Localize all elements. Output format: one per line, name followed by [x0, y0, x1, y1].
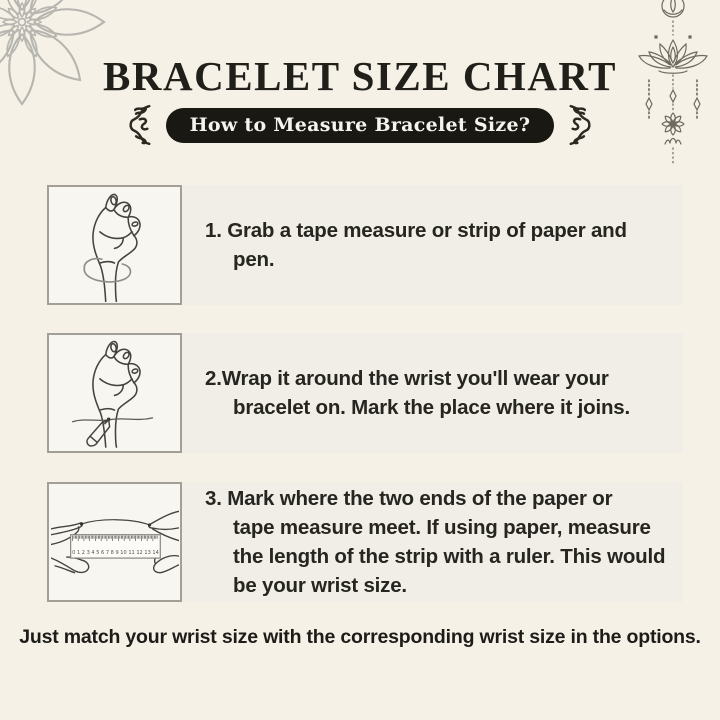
step3-text	[182, 482, 683, 602]
step-text-line: tape measure meet. If using paper, measure	[233, 516, 651, 539]
fist-with-tape-measure-loop-illustration	[51, 189, 179, 302]
hands-stretching-strip-over-ruler-illustration	[51, 486, 179, 599]
step-text-line: the length of the strip with a ruler. This would	[233, 545, 666, 568]
ruler-numbers: 0 1 2 3 4 5 6 7 8 9 10 11 12 13 14	[71, 549, 159, 556]
curly-flourish-right-icon	[567, 103, 599, 147]
step3-illustration-box	[47, 482, 182, 602]
page-title: BRACELET SIZE CHART	[103, 53, 617, 99]
step-text-line: be your wrist size.	[233, 574, 407, 597]
step1-illustration-box	[47, 185, 182, 305]
step-row-2	[47, 333, 683, 453]
subtitle-badge: How to Measure Bracelet Size?	[166, 108, 555, 143]
curly-flourish-left-icon	[121, 103, 153, 147]
step-row-1	[47, 185, 683, 305]
subtitle-badge-row	[0, 103, 720, 147]
step-text-line: pen.	[233, 248, 275, 271]
step-text-line: 1. Grab a tape measure or strip of paper and	[205, 219, 627, 242]
step1-text	[182, 185, 683, 305]
step2-illustration-box	[47, 333, 182, 453]
footer-instruction: Just match your wrist size with the corresponding wrist size in the options.	[19, 626, 701, 648]
step-text-line: 2.Wrap it around the wrist you'll wear your	[205, 367, 609, 390]
step2-text	[182, 333, 683, 453]
step-text-line: bracelet on. Mark the place where it joins.	[233, 396, 630, 419]
step-text-line: 3. Mark where the two ends of the paper or	[205, 487, 613, 510]
step-row-3	[47, 482, 683, 602]
fist-with-pen-marking-wrist-illustration	[51, 337, 179, 450]
